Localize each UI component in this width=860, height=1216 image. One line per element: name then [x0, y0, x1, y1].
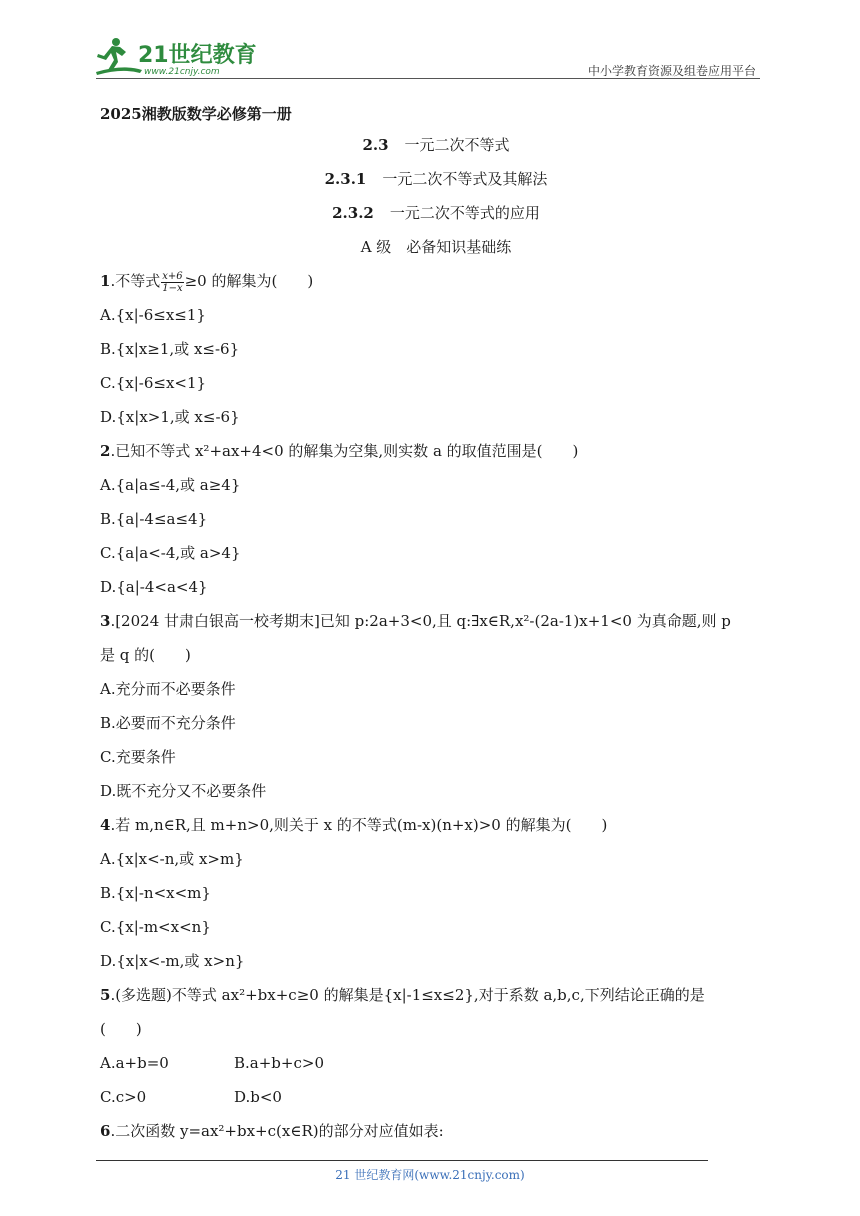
header-divider — [96, 78, 760, 79]
option: C.{x|-6≤x<1} — [100, 374, 207, 392]
section-heading — [100, 162, 772, 196]
footer-divider — [96, 1160, 708, 1161]
question-5 — [100, 978, 772, 1012]
option: B.{x|x≥1,或 x≤-6} — [100, 340, 240, 358]
question-text: ≥0 的解集为( ) — [184, 272, 314, 290]
question-text: .不等式 — [110, 272, 161, 290]
option: B.必要而不充分条件 — [100, 714, 236, 732]
question-text: .[2024 甘肃白银高一校考期末]已知 p:2a+3<0,且 q:∃x∈R,x²-(2a-1)x+1<0 为真命题,则 p — [110, 612, 731, 630]
option: B.a+b+c>0 — [234, 1054, 324, 1072]
question-number: 5 — [100, 986, 111, 1004]
option: C.c>0 — [100, 1088, 147, 1106]
svg-text:www.21cnjy.com: www.21cnjy.com — [144, 67, 220, 77]
question-number: 3 — [100, 612, 111, 630]
section-title: 一元二次不等式的应用 — [389, 204, 540, 222]
section-title: 一元二次不等式 — [404, 136, 510, 154]
question-text: .若 m,n∈R,且 m+n>0,则关于 x 的不等式(m-x)(n+x)>0 的解集为( ) — [110, 816, 608, 834]
question-number: 1 — [100, 272, 111, 290]
book-title: 2025湘教版数学必修第一册 — [100, 105, 292, 123]
option: A.a+b=0 — [100, 1054, 169, 1072]
question-3 — [100, 604, 772, 638]
option: D.{x|x<-m,或 x>n} — [100, 952, 245, 970]
section-number: 2.3 — [362, 136, 389, 154]
section-heading — [100, 196, 772, 230]
option: D.{x|x>1,或 x≤-6} — [100, 408, 240, 426]
option: C.充要条件 — [100, 748, 176, 766]
question-text-continued: 是 q 的( ) — [100, 646, 191, 664]
option-row — [100, 1080, 772, 1114]
option: A.{x|-6≤x≤1} — [100, 306, 206, 324]
option: C.{x|-m<x<n} — [100, 918, 211, 936]
option: D.b<0 — [234, 1088, 282, 1106]
platform-name: 中小学教育资源及组卷应用平台 — [587, 64, 756, 78]
option-row — [100, 1046, 772, 1080]
question-2 — [100, 434, 772, 468]
level-heading: A 级 必备知识基础练 — [360, 238, 512, 256]
document-body — [100, 98, 772, 1148]
question-number: 2 — [100, 442, 111, 460]
page-header — [0, 0, 860, 90]
section-number: 2.3.2 — [332, 204, 374, 222]
question-number: 6 — [100, 1122, 111, 1140]
section-heading — [100, 128, 772, 162]
fraction-denominator: 1−x — [162, 282, 183, 294]
option: B.{a|-4≤a≤4} — [100, 510, 208, 528]
option: D.{a|-4<a<4} — [100, 578, 208, 596]
section-title: 一元二次不等式及其解法 — [382, 170, 548, 188]
question-1 — [100, 264, 772, 298]
fraction — [161, 271, 183, 294]
question-text-continued: ( ) — [100, 1020, 142, 1038]
site-logo — [94, 36, 264, 80]
option: C.{a|a<-4,或 a>4} — [100, 544, 241, 562]
question-text: .已知不等式 x²+ax+4<0 的解集为空集,则实数 a 的取值范围是( ) — [110, 442, 579, 460]
page-footer[interactable]: 21 世纪教育网(www.21cnjy.com) — [335, 1168, 525, 1182]
question-text: .二次函数 y=ax²+bx+c(x∈R)的部分对应值如表: — [110, 1122, 444, 1140]
option: A.充分而不必要条件 — [100, 680, 236, 698]
question-number: 4 — [100, 816, 111, 834]
question-6 — [100, 1114, 772, 1148]
section-number: 2.3.1 — [324, 170, 367, 188]
svg-text:21世纪教育: 21世纪教育 — [138, 43, 257, 68]
question-text: .(多选题)不等式 ax²+bx+c≥0 的解集是{x|-1≤x≤2},对于系数 a,b,c,下列结论正确的是 — [110, 986, 705, 1004]
option: D.既不充分又不必要条件 — [100, 782, 267, 800]
option: A.{a|a≤-4,或 a≥4} — [100, 476, 241, 494]
fraction-numerator: x+6 — [162, 270, 183, 282]
option: B.{x|-n<x<m} — [100, 884, 211, 902]
option: A.{x|x<-n,或 x>m} — [100, 850, 244, 868]
question-4 — [100, 808, 772, 842]
